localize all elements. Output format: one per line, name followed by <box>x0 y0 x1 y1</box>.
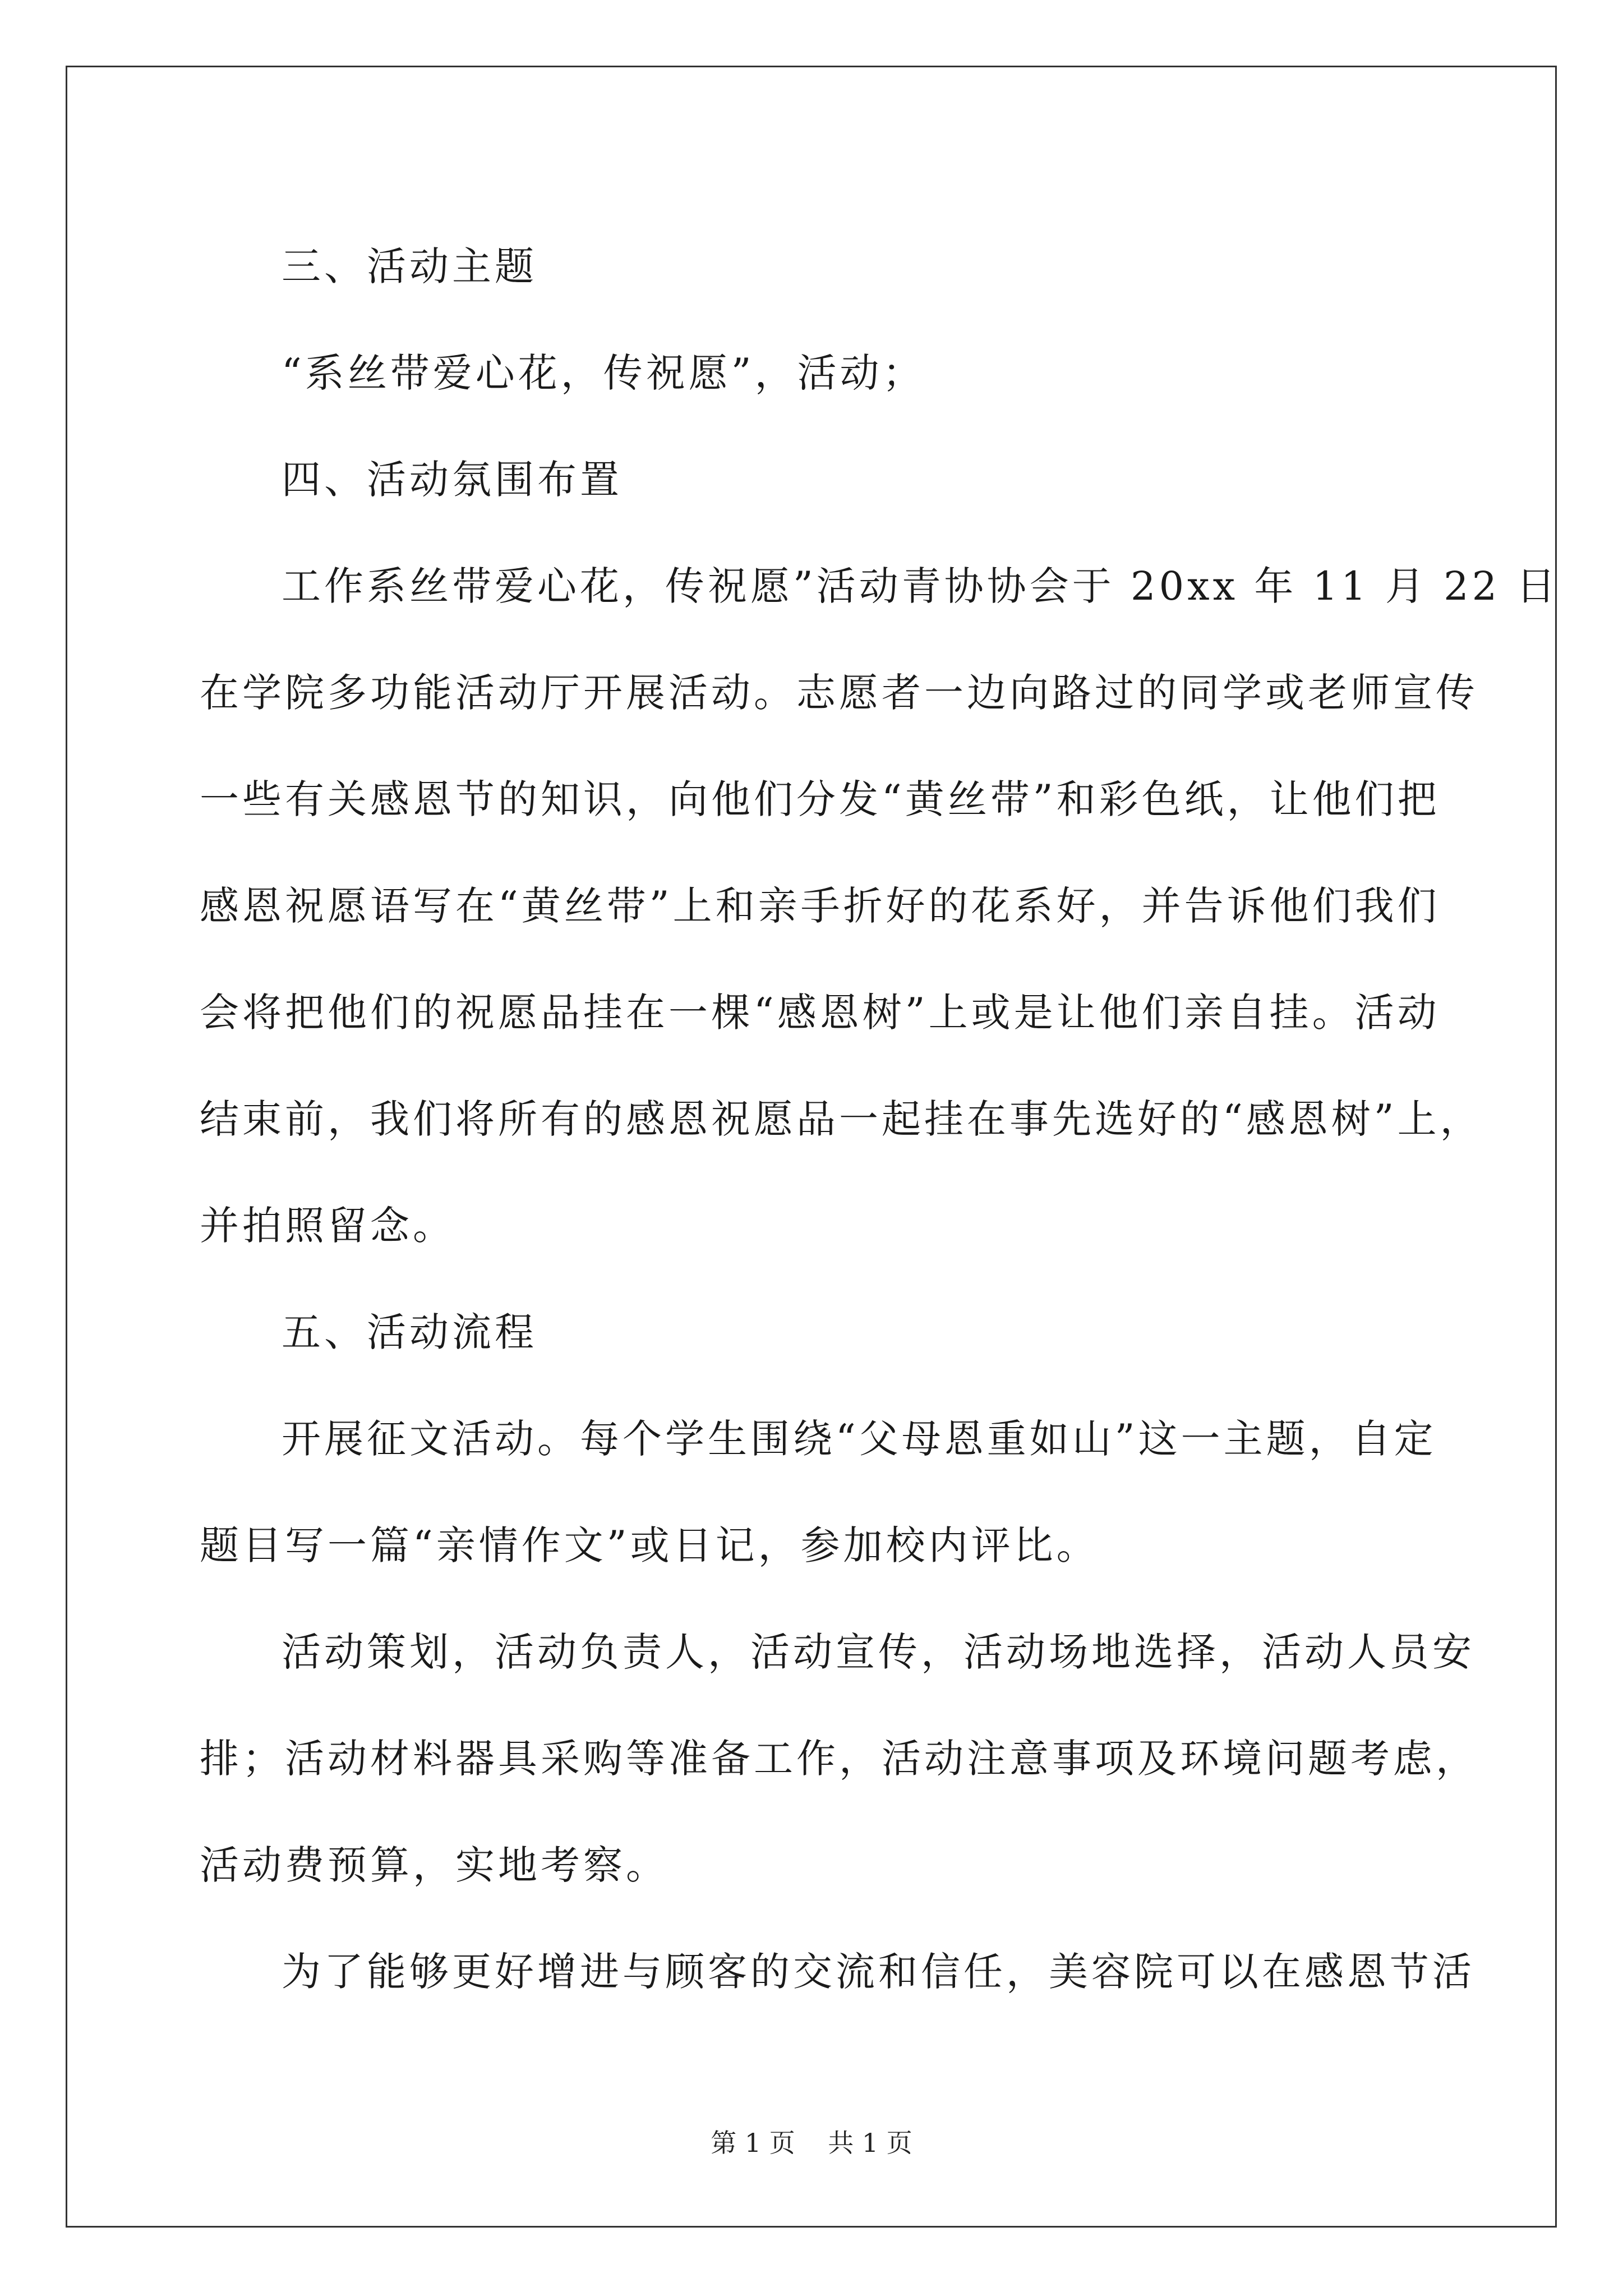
text-line: 工作系丝带爱心花，传祝愿”活动青协协会于 20xx 年 11 月 22 日 <box>282 563 1559 609</box>
text-line: 一些有关感恩节的知识，向他们分发“黄丝带”和彩色纸，让他们把 <box>200 776 1440 822</box>
text-line: 排；活动材料器具采购等准备工作，活动注意事项及环境问题考虑， <box>200 1736 1478 1782</box>
text-line: 活动费预算，实地考察。 <box>200 1842 668 1888</box>
page-footer: 第 1 页 共 1 页 <box>711 2128 912 2158</box>
text-line: 会将把他们的祝愿品挂在一棵“感恩树”上或是让他们亲自挂。活动 <box>200 990 1440 1036</box>
text-line: 感恩祝愿语写在“黄丝带”上和亲手折好的花系好，并告诉他们我们 <box>200 883 1440 929</box>
text-line: “系丝带爱心花，传祝愿”，活动； <box>282 350 925 396</box>
text-line: 结束前，我们将所有的感恩祝愿品一起挂在事先选好的“感恩树”上， <box>200 1096 1483 1142</box>
text-line: 并拍照留念。 <box>200 1203 455 1249</box>
text-line: 活动策划，活动负责人，活动宣传，活动场地选择，活动人员安 <box>282 1629 1475 1675</box>
text-line: 四、活动氛围布置 <box>282 457 623 503</box>
text-line: 为了能够更好增进与顾客的交流和信任，美容院可以在感恩节活 <box>282 1949 1475 1995</box>
document-body <box>200 213 1559 2025</box>
text-line: 三、活动主题 <box>282 243 537 289</box>
text-line: 五、活动流程 <box>282 1309 537 1355</box>
text-line: 开展征文活动。每个学生围绕“父母恩重如山”这一主题，自定 <box>282 1416 1437 1462</box>
text-line: 在学院多功能活动厅开展活动。志愿者一边向路过的同学或老师宣传 <box>200 670 1478 716</box>
text-line: 题目写一篇“亲情作文”或日记，参加校内评比。 <box>200 1522 1099 1568</box>
